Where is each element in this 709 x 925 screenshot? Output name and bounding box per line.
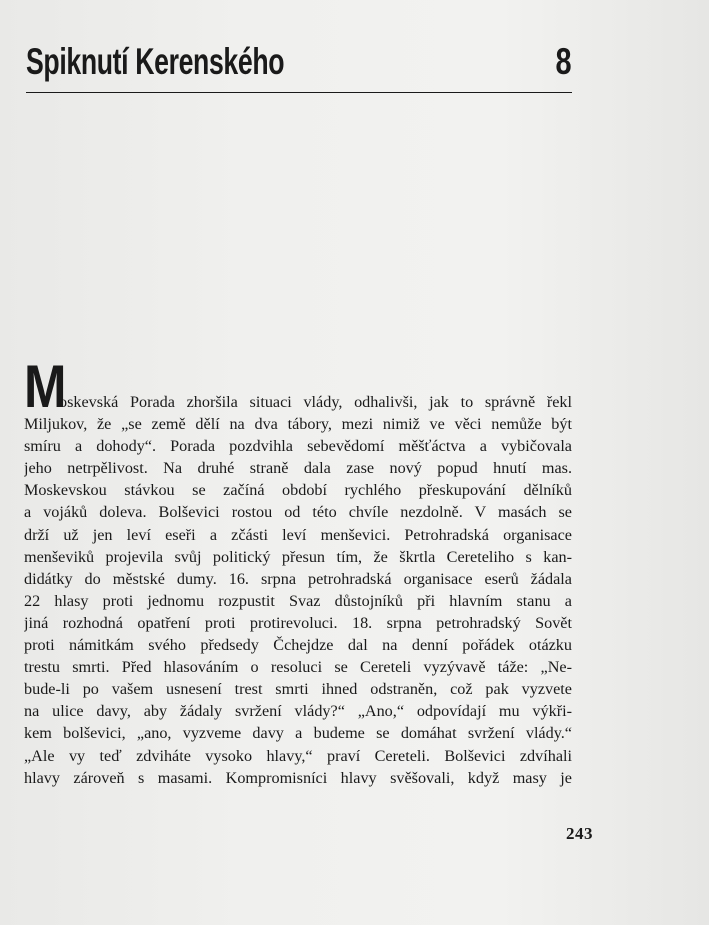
text-line: jeho netrpělivost. Na druhé straně dala zase nový popud hnutí mas.: [24, 459, 572, 478]
text-line: trestu smrti. Před hlasováním o resoluci se Cereteli vyzývavě táže: „Ne-: [24, 658, 572, 677]
text-line: didátky do městské dumy. 16. srpna petrohradská organisace eserů žádala: [24, 569, 572, 588]
body-text: [24, 353, 572, 789]
text-line: Miljukov, že „se země dělí na dva tábory, mezi nimiž ve věci nemůže být: [24, 415, 572, 434]
text-line: jiná rozhodná opatření proti protirevoluci. 18. srpna petrohradský Sovět: [24, 613, 572, 632]
text-line: smíru a dohody“. Porada pozdvihla sebevědomí měšťáctva a vybičovala: [24, 437, 572, 456]
text-line: 22 hlasy proti jednomu rozpustit Svaz důstojníků při hlavním stanu a: [24, 591, 572, 610]
text-line: drží už jen leví eseři a zčásti leví menševici. Petrohradská organisace: [24, 525, 572, 544]
text-line: na ulice davy, aby žádaly svržení vlády?“ „Ano,“ odpovídají mu výkři-: [24, 702, 572, 721]
text-line: a vojáků doleva. Bolševici rostou od této chvíle nezdolně. V masách se: [24, 503, 572, 522]
text-line: oskevská Porada zhoršila situaci vlády, odhalivši, jak to správně řekl: [59, 393, 572, 411]
text-line: Moskevskou stávkou se začíná období rychlého přeskupování dělníků: [24, 481, 572, 500]
chapter-title: Spiknutí Kerenského: [26, 41, 285, 82]
text-line: menševiků projevila svůj politický přesun tím, že škrtla Cereteliho s kan-: [24, 547, 572, 566]
text-line: bude-li po vašem usnesení trest smrti ihned odstraněn, což pak vyzvete: [24, 680, 572, 699]
page-number: 243: [566, 824, 593, 843]
chapter-number: 8: [555, 41, 572, 82]
text-line: „Ale vy teď zdviháte vysoko hlavy,“ praví Cereteli. Bolševici zdvíhali: [24, 746, 572, 765]
text-line: kem bolševici, „ano, vyzveme davy a budeme se domáhat svržení vlády.“: [24, 724, 572, 743]
text-line: hlavy zároveň s masami. Kompromisníci hlavy svěšovali, když masy je: [24, 768, 572, 787]
drop-cap: M: [24, 353, 67, 420]
text-line: proti námitkám svého předsedy Čchejdze dal na denní pořádek otázku: [24, 636, 572, 655]
chapter-header: [26, 40, 572, 93]
